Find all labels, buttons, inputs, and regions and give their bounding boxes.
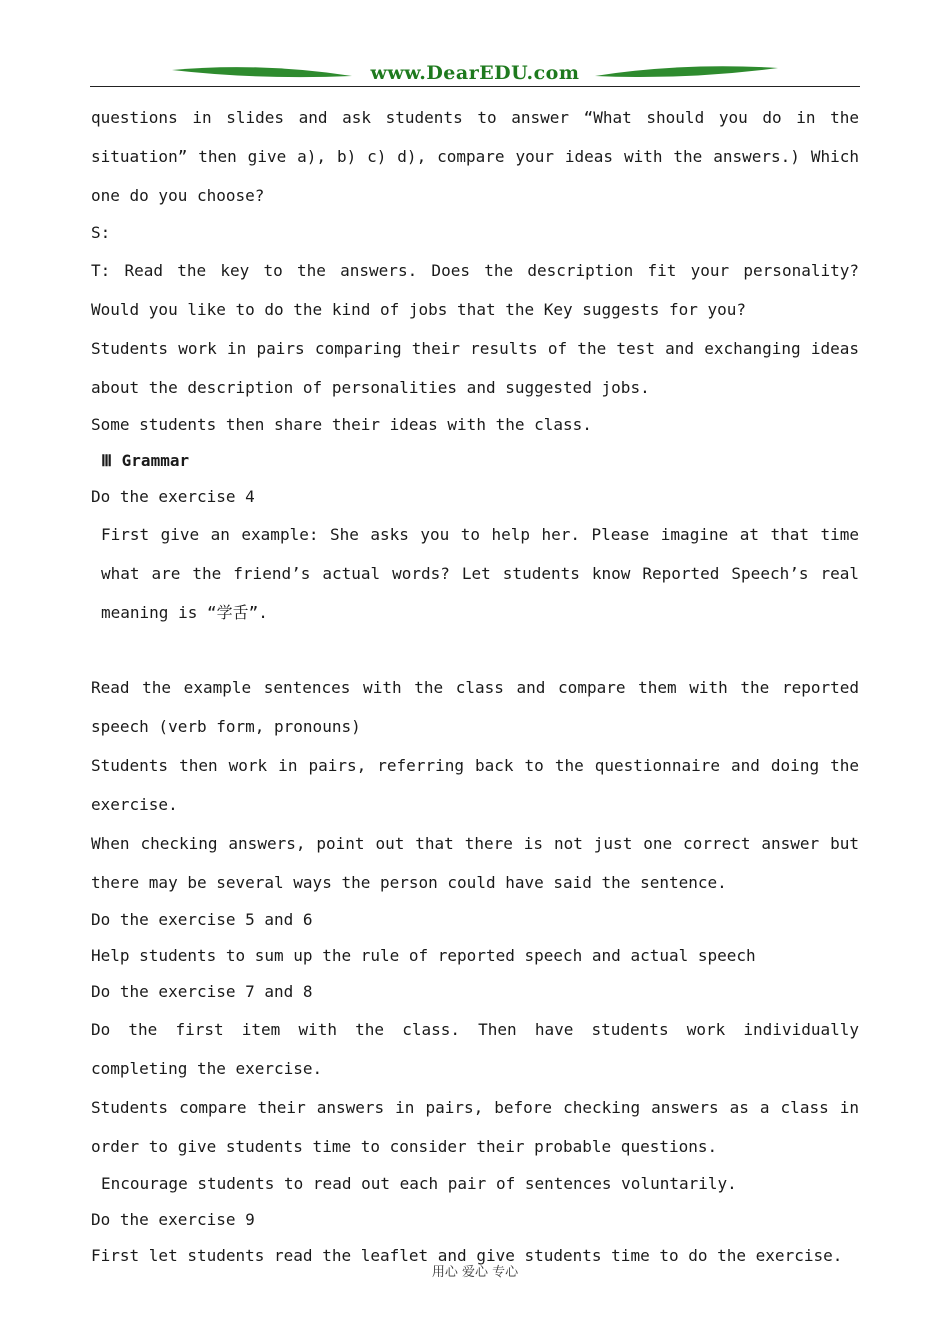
section-heading: Ⅲ Grammar (101, 451, 190, 470)
paragraph: First let students read the leaflet and give students time to do the exercise. (91, 1246, 843, 1265)
header-banner (90, 58, 860, 88)
paragraph: Do the exercise 5 and 6 (91, 910, 313, 929)
header-divider (90, 86, 860, 87)
paragraph: questions in slides and ask students to answer “What should you do in the situation” then give a), b) c) d), compare your ideas with the answers.) Which one do you choose? (91, 108, 859, 205)
page-footer: 用心 爱心 专心 (431, 1265, 519, 1280)
paragraph: Read the example sentences with the class and compare them with the reported speech (verb form, pronouns) (91, 678, 859, 736)
paragraph: Do the first item with the class. Then have students work individually completing the exercise. (91, 1020, 859, 1078)
paragraph: First give an example: She asks you to help her. Please imagine at that time what are the friend’s actual words? Let students know Reported Speech’s real meaning is “学舌”. (101, 525, 859, 622)
paragraph: Do the exercise 9 (91, 1210, 255, 1229)
paragraph: Help students to sum up the rule of reported speech and actual speech (91, 946, 756, 965)
paragraph: Students then work in pairs, referring back to the questionnaire and doing the exercise. (91, 756, 859, 814)
paragraph: Some students then share their ideas with the class. (91, 415, 592, 434)
site-logo[interactable]: www.DearEDU.com (370, 62, 580, 84)
paragraph: Students work in pairs comparing their results of the test and exchanging ideas about the description of personalities and suggested jobs. (91, 339, 859, 397)
paragraph: Do the exercise 7 and 8 (91, 982, 313, 1001)
paragraph: T: Read the key to the answers. Does the description fit your personality? Would you like to do the kind of jobs that the Key suggests for you? (91, 261, 859, 319)
paragraph: Students compare their answers in pairs, before checking answers as a class in order to give students time to consider their probable questions. (91, 1098, 859, 1156)
blank-line (91, 632, 859, 668)
paragraph: S: (91, 223, 111, 242)
paragraph: Do the exercise 4 (91, 487, 255, 506)
paragraph: When checking answers, point out that there is not just one correct answer but there may be several ways the person could have said the sentence. (91, 834, 859, 892)
paragraph: Encourage students to read out each pair of sentences voluntarily. (101, 1174, 737, 1193)
document-body (91, 98, 859, 1274)
